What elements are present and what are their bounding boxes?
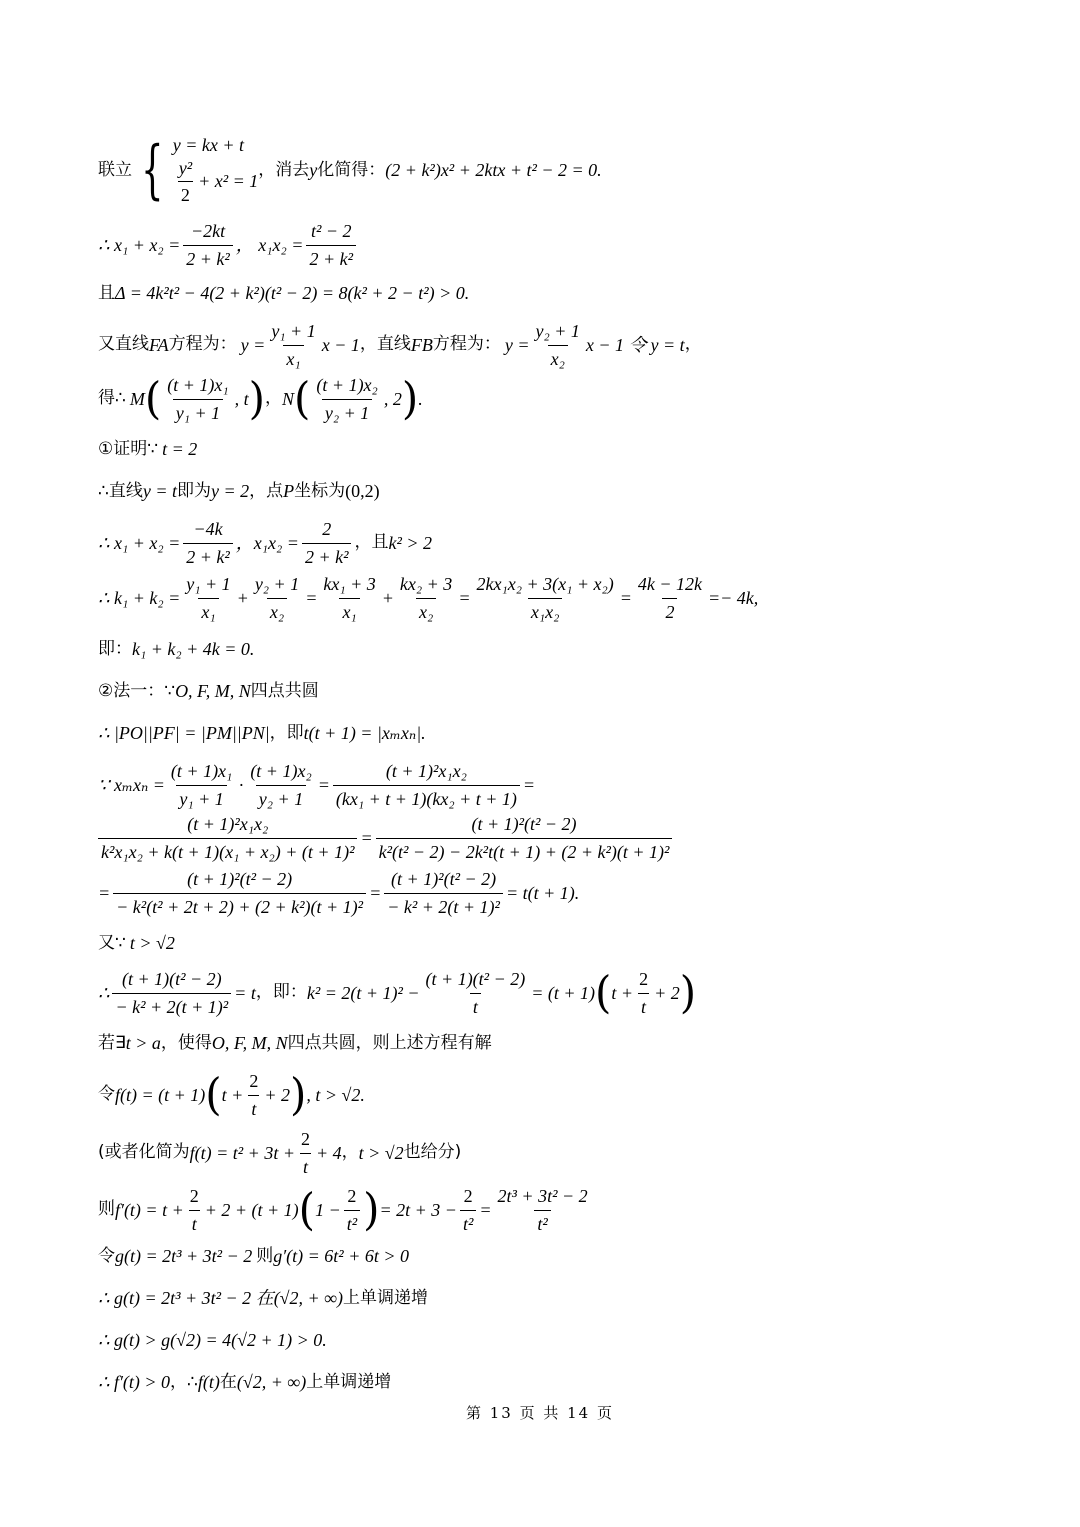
math: y = <box>240 334 266 355</box>
denominator: − k² + 2(t + 1)² <box>112 993 231 1019</box>
paren: ( <box>595 966 612 1019</box>
math: ∴ k₁ + k₂ = <box>98 587 181 608</box>
math: FB <box>410 334 433 355</box>
text: (或者化简为 <box>98 1142 190 1163</box>
text: ，使得 <box>160 1032 212 1053</box>
fraction <box>313 374 380 424</box>
text: 令 <box>98 1245 115 1266</box>
math: + <box>381 587 394 608</box>
fraction <box>320 573 378 623</box>
math: , t <box>234 388 249 409</box>
equation-line: y = kx + t <box>172 135 244 155</box>
fraction <box>246 1070 261 1120</box>
math: FA <box>149 334 169 355</box>
text: ①证明∵ <box>98 438 159 459</box>
numerator: 2 <box>189 1186 199 1206</box>
numerator: 2 <box>463 1186 473 1206</box>
math: ∴ x₁ + x₂ = <box>98 532 181 553</box>
denominator: x₁ <box>283 345 303 371</box>
math: y = 2 <box>210 481 250 501</box>
fraction <box>168 760 235 810</box>
math: t + <box>611 982 634 1003</box>
line-g-increasing <box>98 1287 428 1310</box>
numerator: 2 <box>347 1186 357 1206</box>
math: k² = 2(t + 1)² − <box>306 982 420 1003</box>
text: ，即： <box>255 982 307 1003</box>
line-point-p <box>98 480 380 503</box>
math: + 4 <box>315 1142 342 1163</box>
line-define-g <box>98 1245 409 1268</box>
math: t(t + 1) = |xₘxₙ|. <box>303 723 426 743</box>
text: ，且 <box>354 532 389 553</box>
text: ∴直线 <box>98 480 143 501</box>
denominator: 2 + k² <box>183 245 233 271</box>
line-sum-product <box>98 220 359 270</box>
numerator: (t + 1)x₂ <box>316 375 378 395</box>
line-expand-1 <box>95 813 675 863</box>
line-conclusion-1 <box>98 638 254 661</box>
denominator: t <box>470 993 481 1019</box>
math: y <box>309 160 318 180</box>
denominator: 2 + k² <box>183 543 233 569</box>
text: 化简得： <box>317 159 386 180</box>
math: k₁ + k₂ + 4k = 0. <box>132 639 255 659</box>
math: · <box>238 774 245 795</box>
numerator: (t + 1)²(t² − 2) <box>391 869 497 889</box>
line-alternative <box>98 1128 461 1178</box>
math: = t <box>234 982 256 1003</box>
line-existence <box>98 1032 492 1055</box>
math: ∴ |PO||PF| = |PM||PN| <box>98 723 270 743</box>
numerator: 2 <box>322 519 332 539</box>
math: y = t <box>142 481 177 501</box>
numerator: 2 <box>639 969 649 989</box>
math: = t(t + 1). <box>505 882 580 903</box>
paren: ) <box>679 966 697 1019</box>
text: 也给分) <box>403 1142 462 1163</box>
math: = 2t + 3 − <box>379 1199 457 1220</box>
denominator: − k² + 2(t + 1)² <box>384 893 503 919</box>
paren: ) <box>248 372 266 425</box>
fraction <box>183 573 233 623</box>
fraction <box>344 1185 360 1235</box>
fraction <box>423 968 529 1018</box>
denominator: 2 <box>662 598 677 624</box>
text: 令 <box>98 1084 115 1105</box>
denominator: x₂ <box>267 598 287 624</box>
denominator: t <box>248 1095 259 1121</box>
math: g(t) = 2t³ + 3t² − 2 <box>115 1246 253 1266</box>
text: 得∴ <box>98 388 126 409</box>
numerator: 2t³ + 3t² − 2 <box>497 1186 588 1206</box>
text: ，∴ <box>170 1371 198 1392</box>
text: 则 <box>98 1199 115 1220</box>
numerator: 2 <box>300 1129 310 1149</box>
numerator: (t + 1)²x₁x₂ <box>187 814 269 834</box>
numerator: y₁ + 1 <box>271 321 316 341</box>
text: ②法一：∵ <box>98 680 176 701</box>
math: = <box>98 882 111 903</box>
denominator: y₁ + 1 <box>173 399 223 425</box>
denominator: x₂ <box>416 598 436 624</box>
equation-tail: + x² = 1 <box>198 171 259 192</box>
numerator: (t + 1)(t² − 2) <box>121 969 222 989</box>
math: ∴ g(t) = 2t³ + 3t² − 2 在 <box>98 1288 274 1308</box>
paren: ( <box>294 372 311 425</box>
fraction <box>473 573 616 623</box>
denominator: y₁ + 1 <box>176 785 226 811</box>
math: ∴ x₁ + x₂ = <box>98 234 181 255</box>
denominator: t² <box>534 1210 550 1236</box>
math: ∵ xₘxₙ = <box>98 774 165 795</box>
text: ， <box>684 334 702 355</box>
math: + 2 <box>264 1084 290 1105</box>
denominator: 2 + k² <box>302 543 352 569</box>
text: 则 <box>256 1245 274 1266</box>
left-brace: { <box>141 133 164 208</box>
fraction <box>98 813 357 863</box>
denominator: x₁ <box>198 598 218 624</box>
paren: ) <box>289 1068 307 1121</box>
fraction <box>247 760 314 810</box>
denominator: − k²(t² + 2t + 2) + (2 + k²)(t + 1)² <box>113 893 366 919</box>
fraction <box>183 220 233 270</box>
text: ，直线 <box>359 334 411 355</box>
math: f(t) = t² + 3t + <box>189 1142 295 1163</box>
text: 四点共圆，则上述方程有解 <box>287 1032 492 1053</box>
fraction <box>460 1185 476 1235</box>
line-system <box>98 134 602 207</box>
numerator: 4k − 12k <box>637 574 703 594</box>
line-t-condition <box>98 932 175 955</box>
numerator: (t + 1)x₁ <box>167 375 229 395</box>
math: = <box>369 882 382 903</box>
math: O, F, M, N <box>211 1033 288 1053</box>
line-g-positive <box>98 1329 327 1352</box>
denominator: k²(t² − 2) − 2k²t(t + 1) + (2 + k²)(t + 1)² <box>376 838 673 864</box>
text: 四点共圆 <box>250 680 319 701</box>
math: x − 1 令 <box>585 334 647 355</box>
paren: ) <box>363 1183 380 1236</box>
equation-system <box>173 134 259 207</box>
math: (0,2) <box>345 481 380 501</box>
numerator: y² <box>178 157 193 178</box>
fraction <box>113 868 366 918</box>
numerator: (t + 1)²(t² − 2) <box>187 869 293 889</box>
line-sum-product-2 <box>98 518 432 568</box>
math: + <box>236 587 249 608</box>
math: , 2 <box>383 388 402 409</box>
math: (√2, + ∞) <box>236 1372 307 1392</box>
math: ∴ <box>98 982 110 1003</box>
fraction <box>302 518 352 568</box>
numerator: y₁ + 1 <box>186 574 231 594</box>
fraction <box>112 968 231 1018</box>
text: ， <box>341 1142 359 1163</box>
numerator: y₂ + 1 <box>254 574 300 594</box>
numerator: (t + 1)(t² − 2) <box>425 969 526 989</box>
math: =− 4k, <box>708 587 759 608</box>
text: 坐标为 <box>294 480 346 501</box>
fraction <box>636 968 651 1018</box>
fraction <box>306 220 356 270</box>
math: , t > √2. <box>306 1084 365 1105</box>
line-proof-1 <box>98 438 197 461</box>
math: O, F, M, N <box>175 681 251 701</box>
denominator: t² <box>344 1210 360 1236</box>
fraction <box>397 573 455 623</box>
math: ∴ g(t) > g(√2) = 4(√2 + 1) > 0. <box>98 1330 327 1350</box>
denominator: t <box>300 1153 311 1179</box>
math: t > √2 <box>358 1142 404 1163</box>
math: y = t <box>650 334 685 355</box>
text: 即： <box>98 638 132 659</box>
math: + 2 + (t + 1) <box>204 1199 299 1220</box>
numerator: 2kx₁x₂ + 3(x₁ + x₂) <box>476 574 614 594</box>
paren: ( <box>298 1183 316 1236</box>
text: 上单调递增 <box>306 1371 392 1392</box>
denominator: y₂ + 1 <box>256 785 306 811</box>
text: 联立 <box>98 159 132 180</box>
paren: ( <box>144 372 162 425</box>
math: f′(t) = t + <box>115 1199 184 1220</box>
numerator: y₂ + 1 <box>535 321 580 341</box>
math: g′(t) = 6t² + 6t > 0 <box>273 1246 409 1266</box>
denominator: 2 + k² <box>306 245 356 271</box>
numerator: kx₂ + 3 <box>399 574 453 594</box>
math: f(t) <box>197 1372 220 1392</box>
fraction <box>268 320 318 370</box>
text: ，即 <box>269 722 304 743</box>
math: ， x₁x₂ = <box>235 234 304 255</box>
numerator: kx₁ + 3 <box>323 574 376 594</box>
fraction <box>533 320 583 370</box>
text: 又∵ <box>98 932 126 953</box>
fraction <box>376 813 673 863</box>
math: = (t + 1) <box>531 982 596 1003</box>
fraction <box>333 760 520 810</box>
fraction <box>176 157 195 207</box>
math: N <box>282 388 295 409</box>
text: 方程为： <box>432 334 501 355</box>
numerator: −4k <box>193 519 223 539</box>
denominator: (kx₁ + t + 1)(kx₂ + t + 1) <box>333 785 520 811</box>
line-derivative <box>98 1185 594 1235</box>
math: x − 1 <box>321 334 360 355</box>
math: + 2 <box>654 982 680 1003</box>
line-f-increasing <box>98 1371 391 1394</box>
math: = <box>479 1199 492 1220</box>
math: . <box>418 388 423 409</box>
math: ∴ f′(t) > 0 <box>98 1372 171 1392</box>
paren: ) <box>401 372 419 425</box>
denominator: y₂ + 1 <box>322 399 372 425</box>
denominator: t <box>189 1210 200 1236</box>
math: = <box>619 587 632 608</box>
line-expand-2 <box>98 868 579 918</box>
numerator: (t + 1)²(t² − 2) <box>471 814 577 834</box>
denominator: x₁x₂ <box>528 598 563 624</box>
line-define-f <box>98 1070 365 1120</box>
math: = <box>305 587 318 608</box>
text: 上单调递增 <box>343 1287 429 1308</box>
line-method-1 <box>98 680 319 703</box>
math: f(t) = (t + 1) <box>115 1084 206 1105</box>
fraction <box>384 868 503 918</box>
text: 即为 <box>176 480 211 501</box>
math: M <box>129 388 145 409</box>
denominator: 2 <box>178 181 193 207</box>
math: t > √2 <box>129 933 175 953</box>
page-footer: 第 13 页 共 14 页 <box>465 1404 614 1422</box>
math: t + <box>221 1084 244 1105</box>
math: t > a <box>125 1033 161 1053</box>
line-k-sum <box>98 573 758 623</box>
numerator: (t + 1)x₁ <box>170 761 233 781</box>
line-points-mn <box>98 374 423 424</box>
text: 又直线 <box>98 334 149 355</box>
numerator: 2 <box>249 1071 259 1091</box>
text: 方程为： <box>168 334 237 355</box>
fraction <box>187 1185 202 1235</box>
fraction <box>183 518 233 568</box>
numerator: t² − 2 <box>310 221 352 241</box>
text: ，消去 <box>258 159 310 180</box>
fraction <box>635 573 705 623</box>
line-xmxn <box>98 760 535 810</box>
text: 若∃ <box>98 1032 126 1053</box>
denominator: x₂ <box>548 345 568 371</box>
line-power-of-point <box>98 722 426 745</box>
text: ， <box>265 388 283 409</box>
math: = <box>522 774 536 795</box>
numerator: (t + 1)²x₁x₂ <box>385 761 467 781</box>
text: ，点 <box>249 480 284 501</box>
fraction <box>298 1128 313 1178</box>
math: = <box>458 587 471 608</box>
text: 且 <box>98 282 115 303</box>
fraction <box>164 374 231 424</box>
math: 1 − <box>315 1199 341 1220</box>
fraction <box>495 1185 591 1235</box>
math: Δ = 4k²t² − 4(2 + k²)(t² − 2) = 8(k² + 2 − t²) > 0. <box>115 283 470 303</box>
fraction <box>252 573 302 623</box>
line-fa-fb <box>98 320 702 370</box>
math: = <box>317 774 330 795</box>
denominator: t² <box>460 1210 476 1236</box>
line-k-squared <box>98 968 696 1018</box>
denominator: t <box>638 993 649 1019</box>
line-discriminant <box>98 282 469 305</box>
numerator: (t + 1)x₂ <box>250 761 312 781</box>
numerator: −2kt <box>190 221 226 241</box>
denominator: x₁ <box>339 598 359 624</box>
math: P <box>283 481 295 501</box>
math: ，x₁x₂ = <box>235 532 299 553</box>
math: (√2, + ∞) <box>273 1288 344 1308</box>
math: t = 2 <box>162 439 198 459</box>
math: y = <box>504 334 530 355</box>
denominator: k²x₁x₂ + k(t + 1)(x₁ + x₂) + (t + 1)² <box>98 838 357 864</box>
text: 在 <box>219 1371 237 1392</box>
math: (2 + k²)x² + 2ktx + t² − 2 = 0. <box>385 160 602 180</box>
paren: ( <box>205 1068 222 1121</box>
math: k² > 2 <box>388 532 433 553</box>
math: = <box>360 827 373 848</box>
